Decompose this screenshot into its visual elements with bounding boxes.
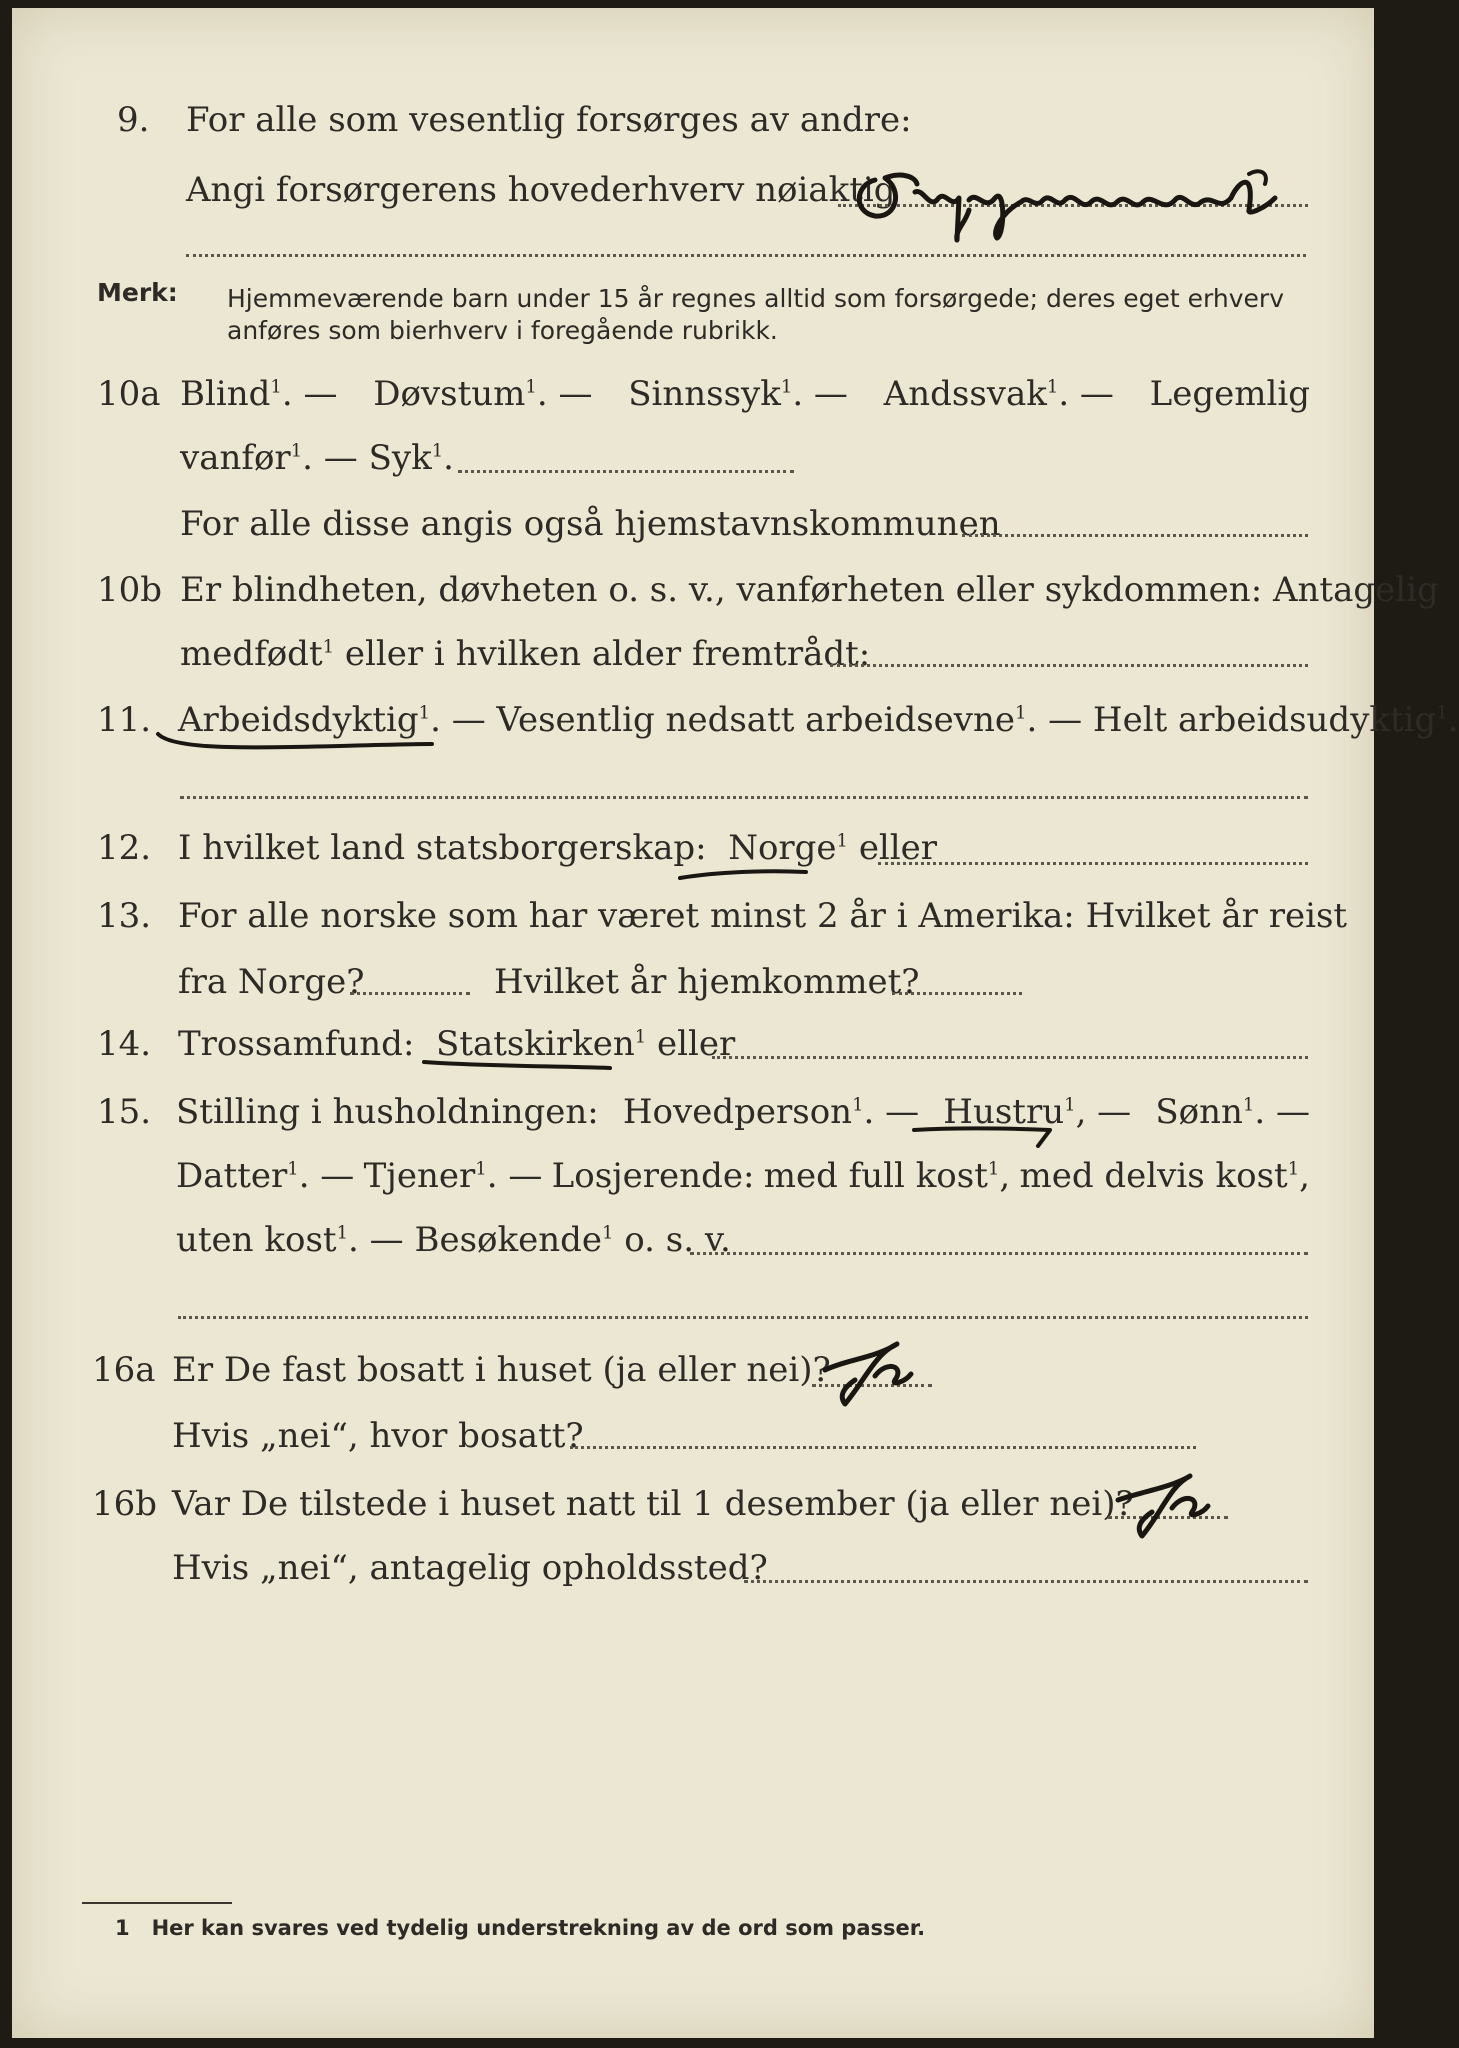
opt-arbeidsdyktig[interactable]: Arbeidsdyktig [178,700,419,740]
q10b-number: 10b [97,570,163,610]
q13-line1: For alle norske som har været minst 2 år i Amerika: Hvilket år reist [178,896,1348,936]
opt-uten-kost[interactable]: uten kost [176,1220,337,1260]
q10a-line3: For alle disse angis også hjemstavnskommunen [180,504,1001,544]
q16b-number: 16b [92,1484,158,1524]
opt-udyktig[interactable]: Helt arbeidsudyktig [1092,700,1437,740]
q14-number: 14. [97,1024,152,1064]
opt-statskirken[interactable]: Statskirken [436,1024,635,1064]
q15-underline-mark [910,1118,1060,1158]
opt-sinnssyk[interactable]: Sinnssyk [628,374,781,414]
merk-line1: Hjemmeværende barn under 15 år regnes alltid som forsørgede; deres eget erhverv [227,284,1284,313]
q14-underline-mark [420,1052,620,1086]
q10a-line2: vanfør$^1$. — Syk$^1$. [180,438,454,478]
q16b-opholdssted-line[interactable] [744,1580,1308,1583]
merk-line2: anføres som bierhverv i foregående rubrikk. [227,316,778,345]
q16a-line2: Hvis „nei“, hvor bosatt? [172,1416,584,1456]
footnote: 1 Her kan svares ved tydelig understrekning av de ord som passer. [115,1916,926,1940]
q12-answer-line[interactable] [878,862,1308,865]
opt-legemlig[interactable]: Legemlig [1149,374,1310,414]
opt-hustru[interactable]: Hustru [943,1092,1065,1132]
q15-line2: Datter$^1$. — Tjener$^1$. — Losjerende: med full kost$^1$, med delvis kost$^1$, [176,1156,1310,1196]
q13-number: 13. [97,896,152,936]
opt-sonn[interactable]: Sønn [1155,1092,1243,1132]
q16a-number: 16a [92,1350,156,1390]
q9-line2: Angi forsørgerens hovederhverv nøiaktig [186,170,896,210]
opt-vanfor[interactable]: vanfør [180,438,291,478]
q15-extra-line[interactable] [178,1316,1308,1319]
opt-andssvak[interactable]: Andssvak [883,374,1047,414]
q11-number: 11. [97,700,152,740]
q10b-line2: medfødt$^1$ eller i hvilken alder fremtrådt: [180,634,871,674]
q15-number: 15. [97,1092,152,1132]
q12-underline-mark [676,862,816,896]
footnote-rule [82,1902,232,1904]
q10a-number: 10a [97,374,161,414]
q10b-line1: Er blindheten, døvheten o. s. v., vanførheten eller sykdommen: Antagelig [180,570,1439,610]
q13-hjemkommet-line[interactable] [892,992,1022,995]
opt-hovedperson[interactable]: Hovedperson [622,1092,853,1132]
q11-line: Arbeidsdyktig$^1$. — Vesentlig nedsatt arbeidsevne$^1$. — Helt arbeidsudyktig$^1$. [178,700,1459,740]
q14-line: Trossamfund: Statskirken$^1$ eller [178,1024,736,1064]
q10a-line1: Blind$^1$. — Døvstum$^1$. — Sinnssyk$^1$. — Andssvak$^1$. — Legemlig [180,374,1310,414]
opt-medfodt[interactable]: medfødt [180,634,323,674]
q11-extra-line[interactable] [180,796,1308,799]
q13-reist-line[interactable] [350,992,470,995]
q9-extra-line[interactable] [186,254,1306,257]
opt-nedsatt[interactable]: Vesentlig nedsatt arbeidsevne [496,700,1016,740]
opt-delvis-kost[interactable]: med delvis kost [1019,1156,1288,1196]
opt-besokende[interactable]: Besøkende [414,1220,602,1260]
q16a-line1: Er De fast bosatt i huset (ja eller nei)? [172,1350,831,1390]
q9-handwritten-answer [845,150,1315,249]
q10a-answer-line[interactable] [458,470,794,473]
q9-number: 9. [117,100,150,140]
q16b-line2: Hvis „nei“, antagelig opholdssted? [172,1548,768,1588]
q16a-handwritten-answer [815,1330,925,1414]
q15-line1: Stilling i husholdningen: Hovedperson$^1$. — Hustru$^1$, — Sønn$^1$. — [176,1092,1310,1132]
merk-label: Merk: [97,278,178,307]
q14-answer-line[interactable] [712,1056,1308,1059]
opt-full-kost[interactable]: med full kost [763,1156,988,1196]
opt-datter[interactable]: Datter [176,1156,288,1196]
opt-blind[interactable]: Blind [180,374,271,414]
q16b-line1: Var De tilstede i huset natt til 1 desember (ja eller nei)? [172,1484,1134,1524]
q12-line: I hvilket land statsborgerskap: Norge$^1$ eller [178,828,938,868]
q13-part2: Hvilket år hjemkommet? [494,962,920,1002]
q12-number: 12. [97,828,152,868]
q13-part1: fra Norge? [178,962,365,1002]
opt-dovstum[interactable]: Døvstum [373,374,526,414]
q10b-answer-line[interactable] [830,664,1308,667]
q9-line1: For alle som vesentlig forsørges av andre: [186,100,912,140]
q16b-handwritten-answer [1110,1462,1220,1546]
opt-syk[interactable]: Syk [368,438,432,478]
q16a-bosatt-line[interactable] [570,1446,1196,1449]
opt-norge[interactable]: Norge [728,828,837,868]
q11-underline-mark [152,726,442,770]
q10a-hjemstavn-line[interactable] [962,534,1308,537]
q15-answer-line[interactable] [690,1252,1308,1255]
q15-line3: uten kost$^1$. — Besøkende$^1$ o. s. v. [176,1220,731,1260]
opt-tjener[interactable]: Tjener [363,1156,476,1196]
